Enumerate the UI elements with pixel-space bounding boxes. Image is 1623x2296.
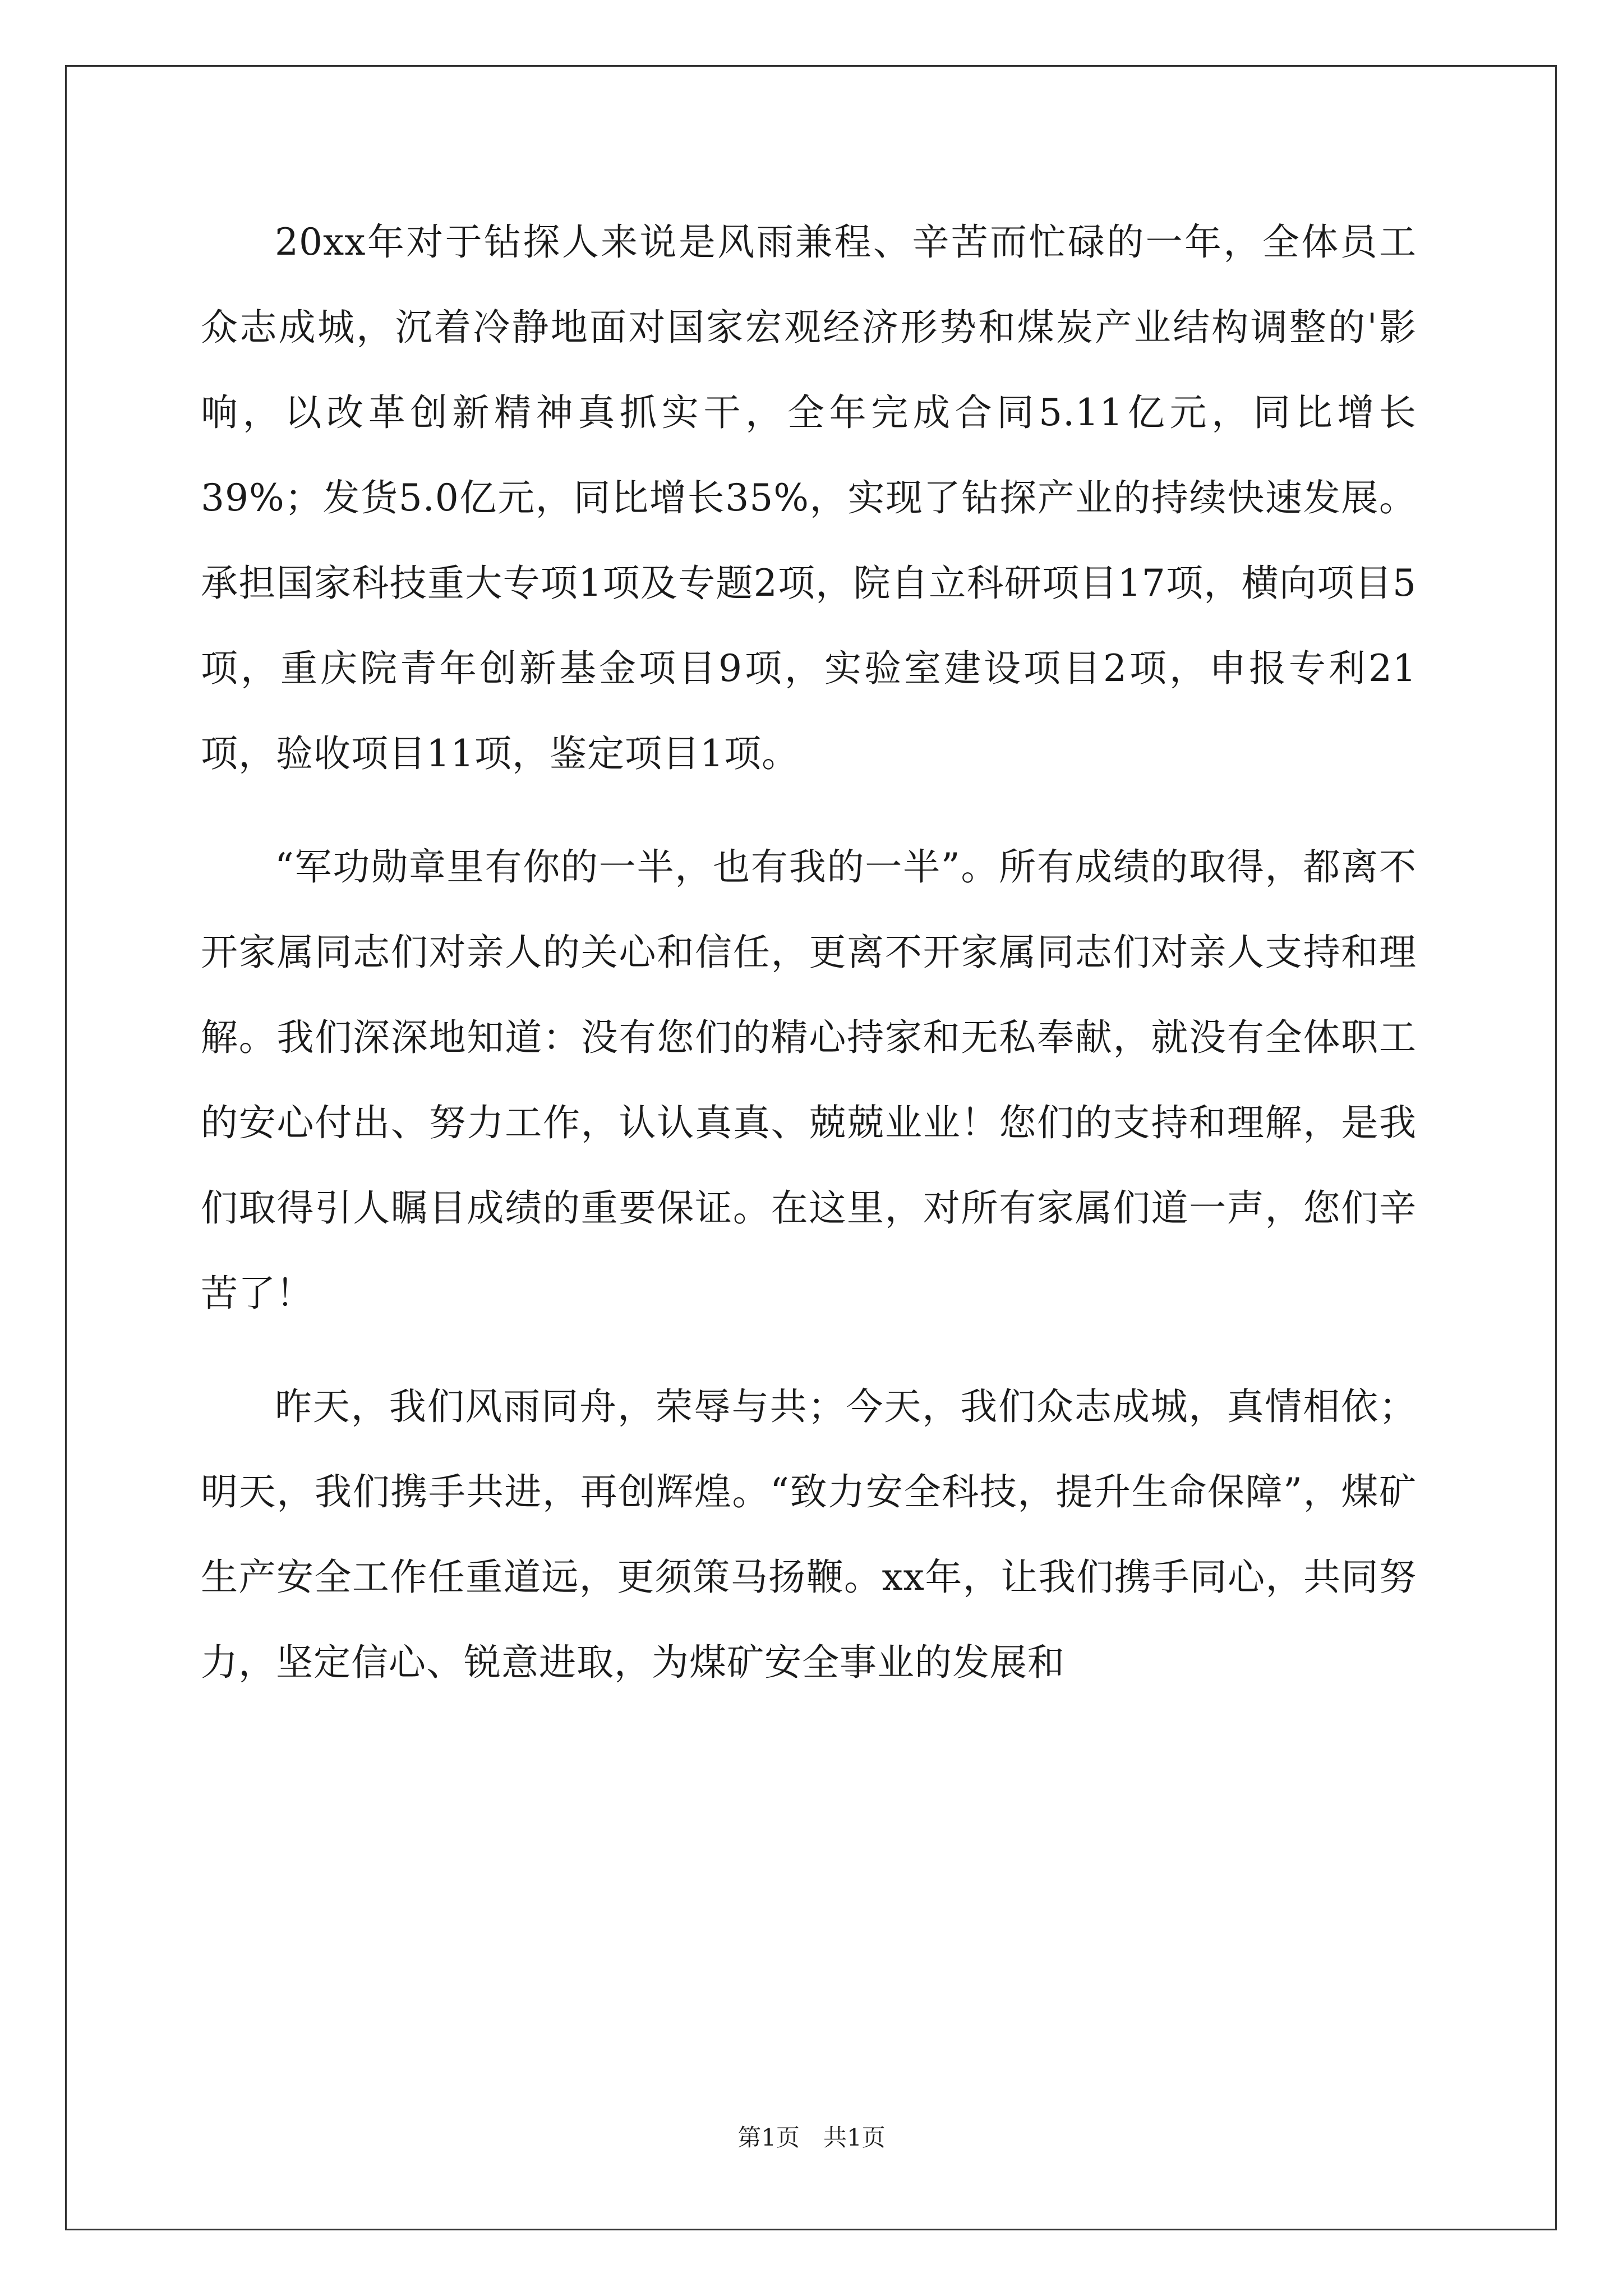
page-number-footer: 第1页 共1页 [737,2124,886,2151]
paragraph-1: 20xx年对于钻探人来说是风雨兼程、辛苦而忙碌的一年，全体员工众志成城，沉着冷静地面对国家宏观经济形势和煤炭产业结构调整的'影响，以改革创新精神真抓实干，全年完成合同5.11亿元，同比增长39%；发货5.0亿元，同比增长35%，实现了钻探产业的持续快速发展。承担国家科技重大专项1项及专题2项，院自立科研项目17项，横向项目5项，重庆院青年创新基金项目9项，实验室建设项目2项，申报专利21项，验收项目11项，鉴定项目1项。 [201,220,1417,775]
paragraph-3: 昨天，我们风雨同舟，荣辱与共；今天，我们众志成城，真情相依；明天，我们携手共进，再创辉煌。“致力安全科技，提升生命保障”，煤矿生产安全工作任重道远，更须策马扬鞭。xx年，让我们携手同心，共同努力，坚定信心、锐意进取，为煤矿安全事业的发展和 [201,1385,1417,1684]
paragraph-2: “军功勋章里有你的一半，也有我的一半”。所有成绩的取得，都离不开家属同志们对亲人的关心和信任，更离不开家属同志们对亲人支持和理解。我们深深地知道：没有您们的精心持家和无私奉献，就没有全体职工的安心付出、努力工作，认认真真、兢兢业业！您们的支持和理解，是我们取得引人瞩目成绩的重要保证。在这里，对所有家属们道一声，您们辛苦了！ [201,845,1417,1315]
document-body [201,200,1417,1733]
